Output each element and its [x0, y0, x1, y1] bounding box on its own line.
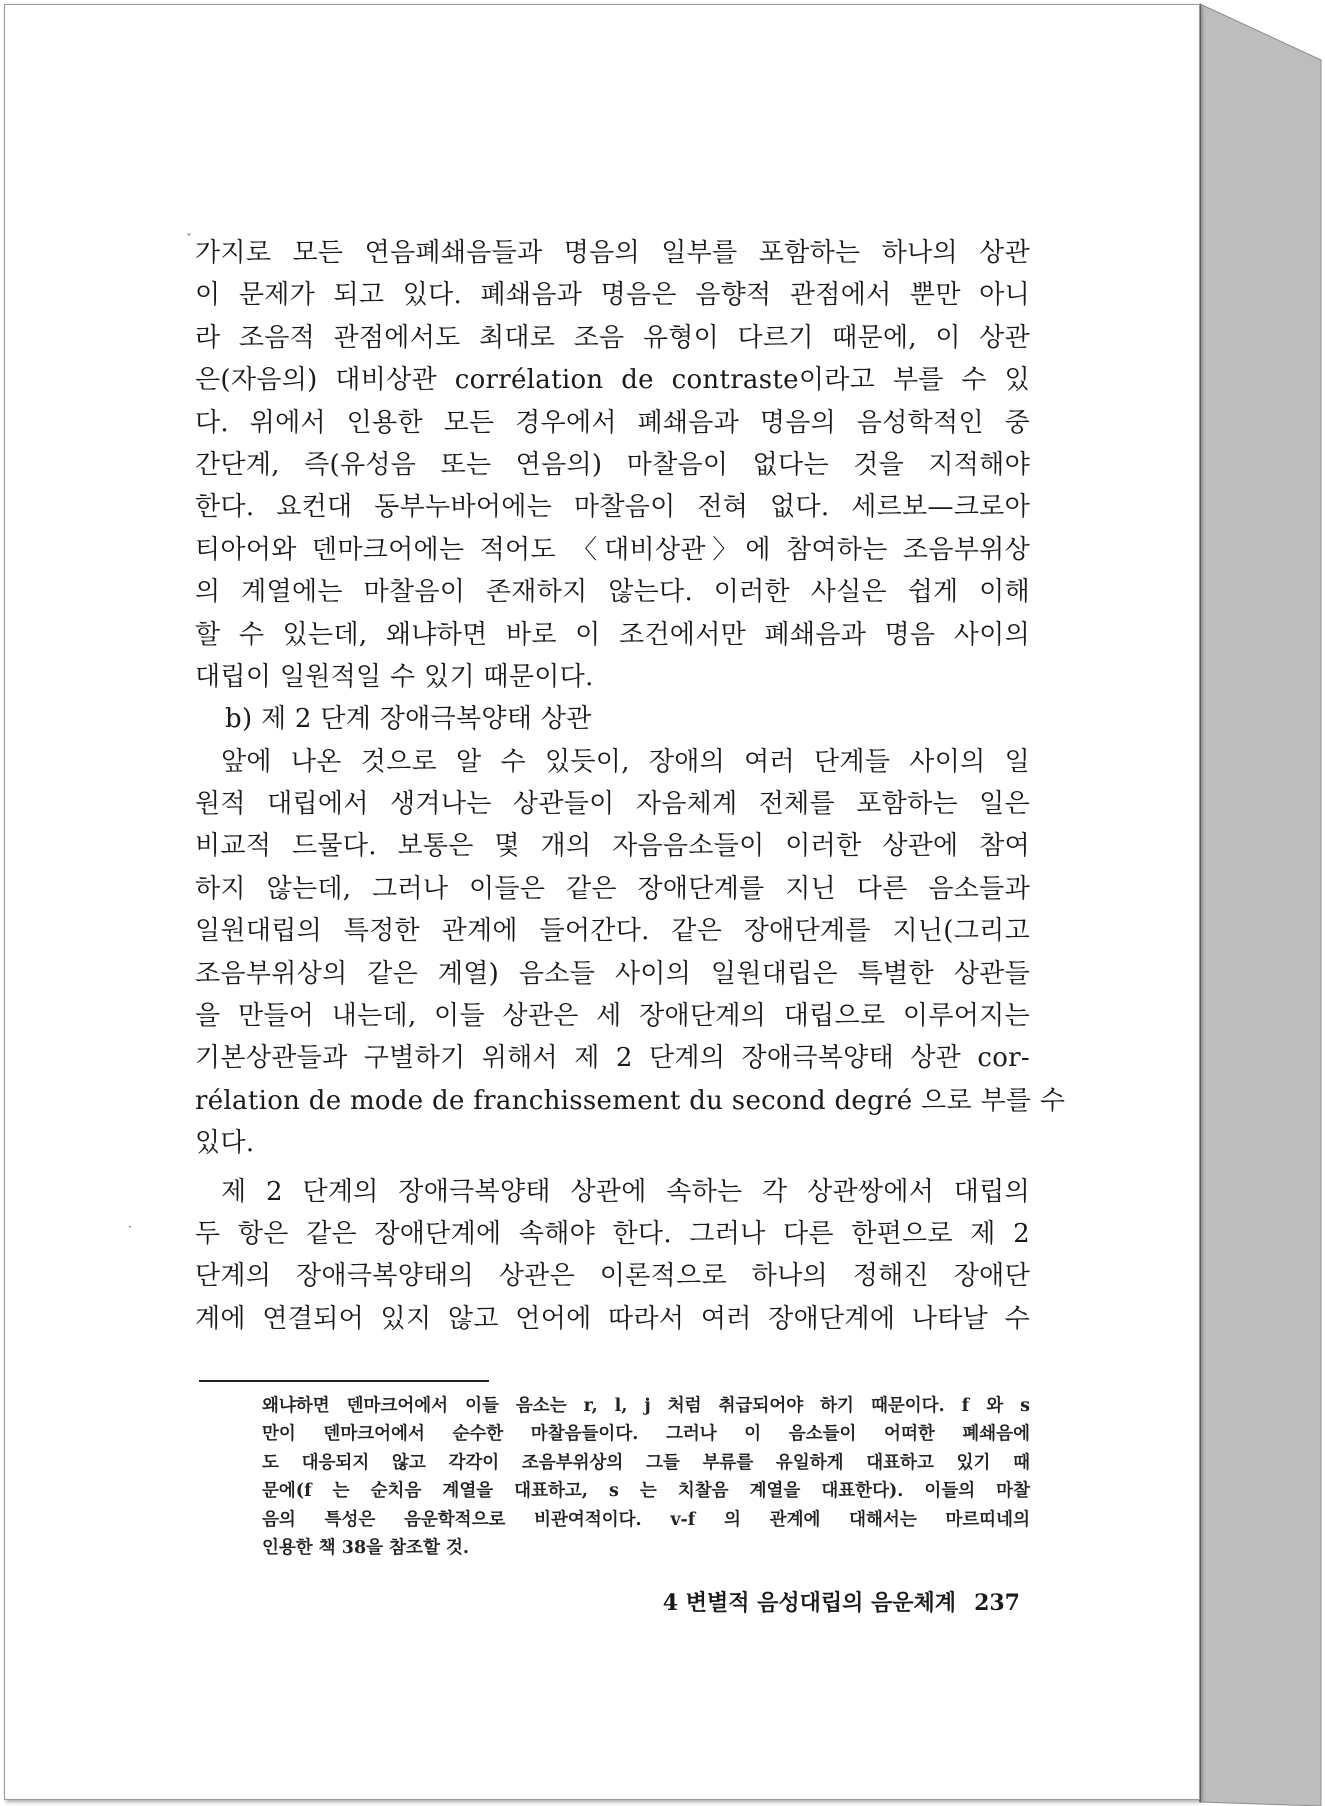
- body-line: 제 2 단계의 장애극복양태 상관에 속하는 각 상관쌍에서 대립의: [221, 1176, 1030, 1207]
- scan-speck: ·: [128, 1220, 132, 1234]
- body-line: 일원대립의 특정한 관계에 들어간다. 같은 장애단계를 지닌(그리고: [195, 916, 1030, 947]
- body-line: 은(자음의) 대비상관 corrélation de contraste이라고 부를 수 있: [195, 365, 1030, 396]
- book-spine-side: [1200, 4, 1321, 1806]
- body-line: 가지로 모든 연음폐쇄음들과 명음의 일부를 포함하는 하나의 상관: [195, 238, 1030, 268]
- body-text: [195, 232, 1066, 1340]
- page-number: 237: [974, 1590, 1020, 1616]
- body-line: 기본상관들과 구별하기 위해서 제 2 단계의 장애극복양태 상관 cor-: [195, 1043, 1030, 1074]
- body-line: 라 조음적 관점에서도 최대로 조음 유형이 다르기 때문에, 이 상관: [195, 322, 1030, 353]
- body-line: 앞에 나온 것으로 알 수 있듯이, 장애의 여러 단계들 사이의 일: [221, 746, 1030, 777]
- footnote-line: 문에(f 는 순치음 계열을 대표하고, s 는 치찰음 계열을 대표한다). 이들의 마찰: [262, 1481, 1030, 1502]
- footnote-rule: [199, 1380, 489, 1382]
- body-line: 이 문제가 되고 있다. 폐쇄음과 명음은 음향적 관점에서 뿐만 아니: [195, 280, 1030, 311]
- body-line: 조음부위상의 같은 계열) 음소들 사이의 일원대립은 특별한 상관들: [195, 958, 1030, 989]
- body-line: 한다. 요컨대 동부누바어에는 마찰음이 전혀 없다. 세르보—크로아: [195, 492, 1030, 523]
- body-line: 을 만들어 내는데, 이들 상관은 세 장애단계의 대립으로 이루어지는: [195, 1001, 1030, 1032]
- body-line: 티아어와 덴마크어에는 적어도 〈대비상관〉에 참여하는 조음부위상: [195, 534, 1030, 565]
- body-line: 할 수 있는데, 왜냐하면 바로 이 조건에서만 폐쇄음과 명음 사이의: [195, 619, 1030, 650]
- footnote-line: 음의 특성은 음운학적으로 비관여적이다. v-f 의 관계에 대해서는 마르띠네의: [262, 1509, 1030, 1530]
- footnote-line: 인용한 책 38을 참조할 것.: [262, 1537, 469, 1558]
- scan-speck: ˇ: [186, 232, 192, 246]
- footnote-block: [262, 1392, 1030, 1562]
- body-line: 두 항은 같은 장애단계에 속해야 한다. 그러나 다른 한편으로 제 2: [195, 1218, 1030, 1249]
- running-footer: [600, 1586, 1020, 1617]
- body-line: 단계의 장애극복양태의 상관은 이론적으로 하나의 정해진 장애단: [195, 1261, 1030, 1292]
- body-line: 원적 대립에서 생겨나는 상관들이 자음체계 전체를 포함하는 일은: [195, 789, 1030, 820]
- body-line: 비교적 드물다. 보통은 몇 개의 자음음소들이 이러한 상관에 참여: [195, 831, 1030, 862]
- body-line: 하지 않는데, 그러나 이들은 같은 장애단계를 지닌 다른 음소들과: [195, 873, 1030, 904]
- running-title: 4 변별적 음성대립의 음운체계: [662, 1590, 957, 1616]
- body-line: 간단계, 즉(유성음 또는 연음의) 마찰음이 없다는 것을 지적해야: [195, 449, 1030, 480]
- footnote-line: 왜냐하면 덴마크어에서 이들 음소는 r, l, j 처럼 취급되어야 하기 때문이다. f 와 s: [262, 1396, 1030, 1416]
- body-line: 계에 연결되어 있지 않고 언어에 따라서 여러 장애단계에 나타날 수: [195, 1303, 1030, 1334]
- body-line: 대립이 일원적일 수 있기 때문이다.: [195, 661, 594, 692]
- body-line: rélation de mode de franchissement du second degré 으로 부를 수: [195, 1085, 1066, 1116]
- body-line: 있다.: [195, 1128, 255, 1159]
- footnote-line: 도 대응되지 않고 각각이 조음부위상의 그들 부류를 유일하게 대표하고 있기 때: [262, 1452, 1030, 1473]
- section-heading: b) 제 2 단계 장애극복양태 상관: [225, 704, 592, 735]
- body-line: 의 계열에는 마찰음이 존재하지 않는다. 이러한 사실은 쉽게 이해: [195, 577, 1030, 608]
- footnote-line: 만이 덴마크어에서 순수한 마찰음들이다. 그러나 이 음소들이 어떠한 폐쇄음에: [262, 1424, 1030, 1445]
- body-line: 다. 위에서 인용한 모든 경우에서 폐쇄음과 명음의 음성학적인 중: [195, 407, 1030, 438]
